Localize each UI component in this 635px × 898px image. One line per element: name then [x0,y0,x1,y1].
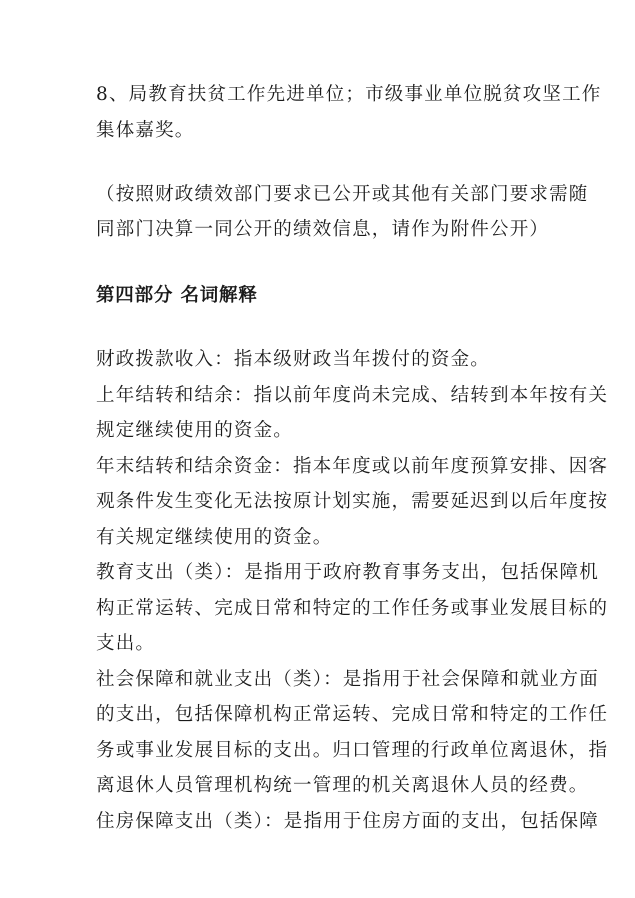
term-housing-line-1: 住房保障支出（类）：是指用于住房方面的支出，包括保障 [96,811,599,832]
term-fiscal-appropriation: 财政拨款收入：指本级财政当年拨付的资金。 [96,349,491,370]
award-line-1: 8、局教育扶贫工作先进单位；市级事业单位脱贫攻坚工作 [96,84,602,105]
term-prior-carryover-line-1: 上年结转和结余：指以前年度尚未完成、结转到本年按有关 [96,385,609,406]
term-year-end-carryover-line-1: 年末结转和结余资金：指本年度或以前年度预算安排、因客 [96,456,609,477]
term-year-end-carryover-line-2: 观条件发生变化无法按原计划实施，需要延迟到以后年度按 [96,491,609,512]
term-social-security-line-1: 社会保障和就业支出（类）：是指用于社会保障和就业方面 [96,669,599,690]
term-prior-carryover-line-2: 规定继续使用的资金。 [96,420,294,441]
term-social-security-line-2: 的支出，包括保障机构正常运转、完成日常和特定的工作任 [96,704,609,725]
note-line-1: （按照财政绩效部门要求已公开或其他有关部门要求需随 [96,184,589,205]
term-education-line-1: 教育支出（类）：是指用于政府教育事务支出，包括保障机 [96,562,599,583]
term-social-security-line-4: 离退休人员管理机构统一管理的机关离退休人员的经费。 [96,775,589,796]
term-education-line-2: 构正常运转、完成日常和特定的工作任务或事业发展目标的 [96,598,609,619]
term-education-line-3: 支出。 [96,633,156,654]
note-line-2: 同部门决算一同公开的绩效信息，请作为附件公开） [96,219,550,240]
section-heading: 第四部分 名词解释 [96,285,258,306]
term-social-security-line-3: 务或事业发展目标的支出。归口管理的行政单位离退休，指 [96,740,609,761]
award-line-2: 集体嘉奖。 [96,120,195,141]
term-year-end-carryover-line-3: 有关规定继续使用的资金。 [96,527,333,548]
